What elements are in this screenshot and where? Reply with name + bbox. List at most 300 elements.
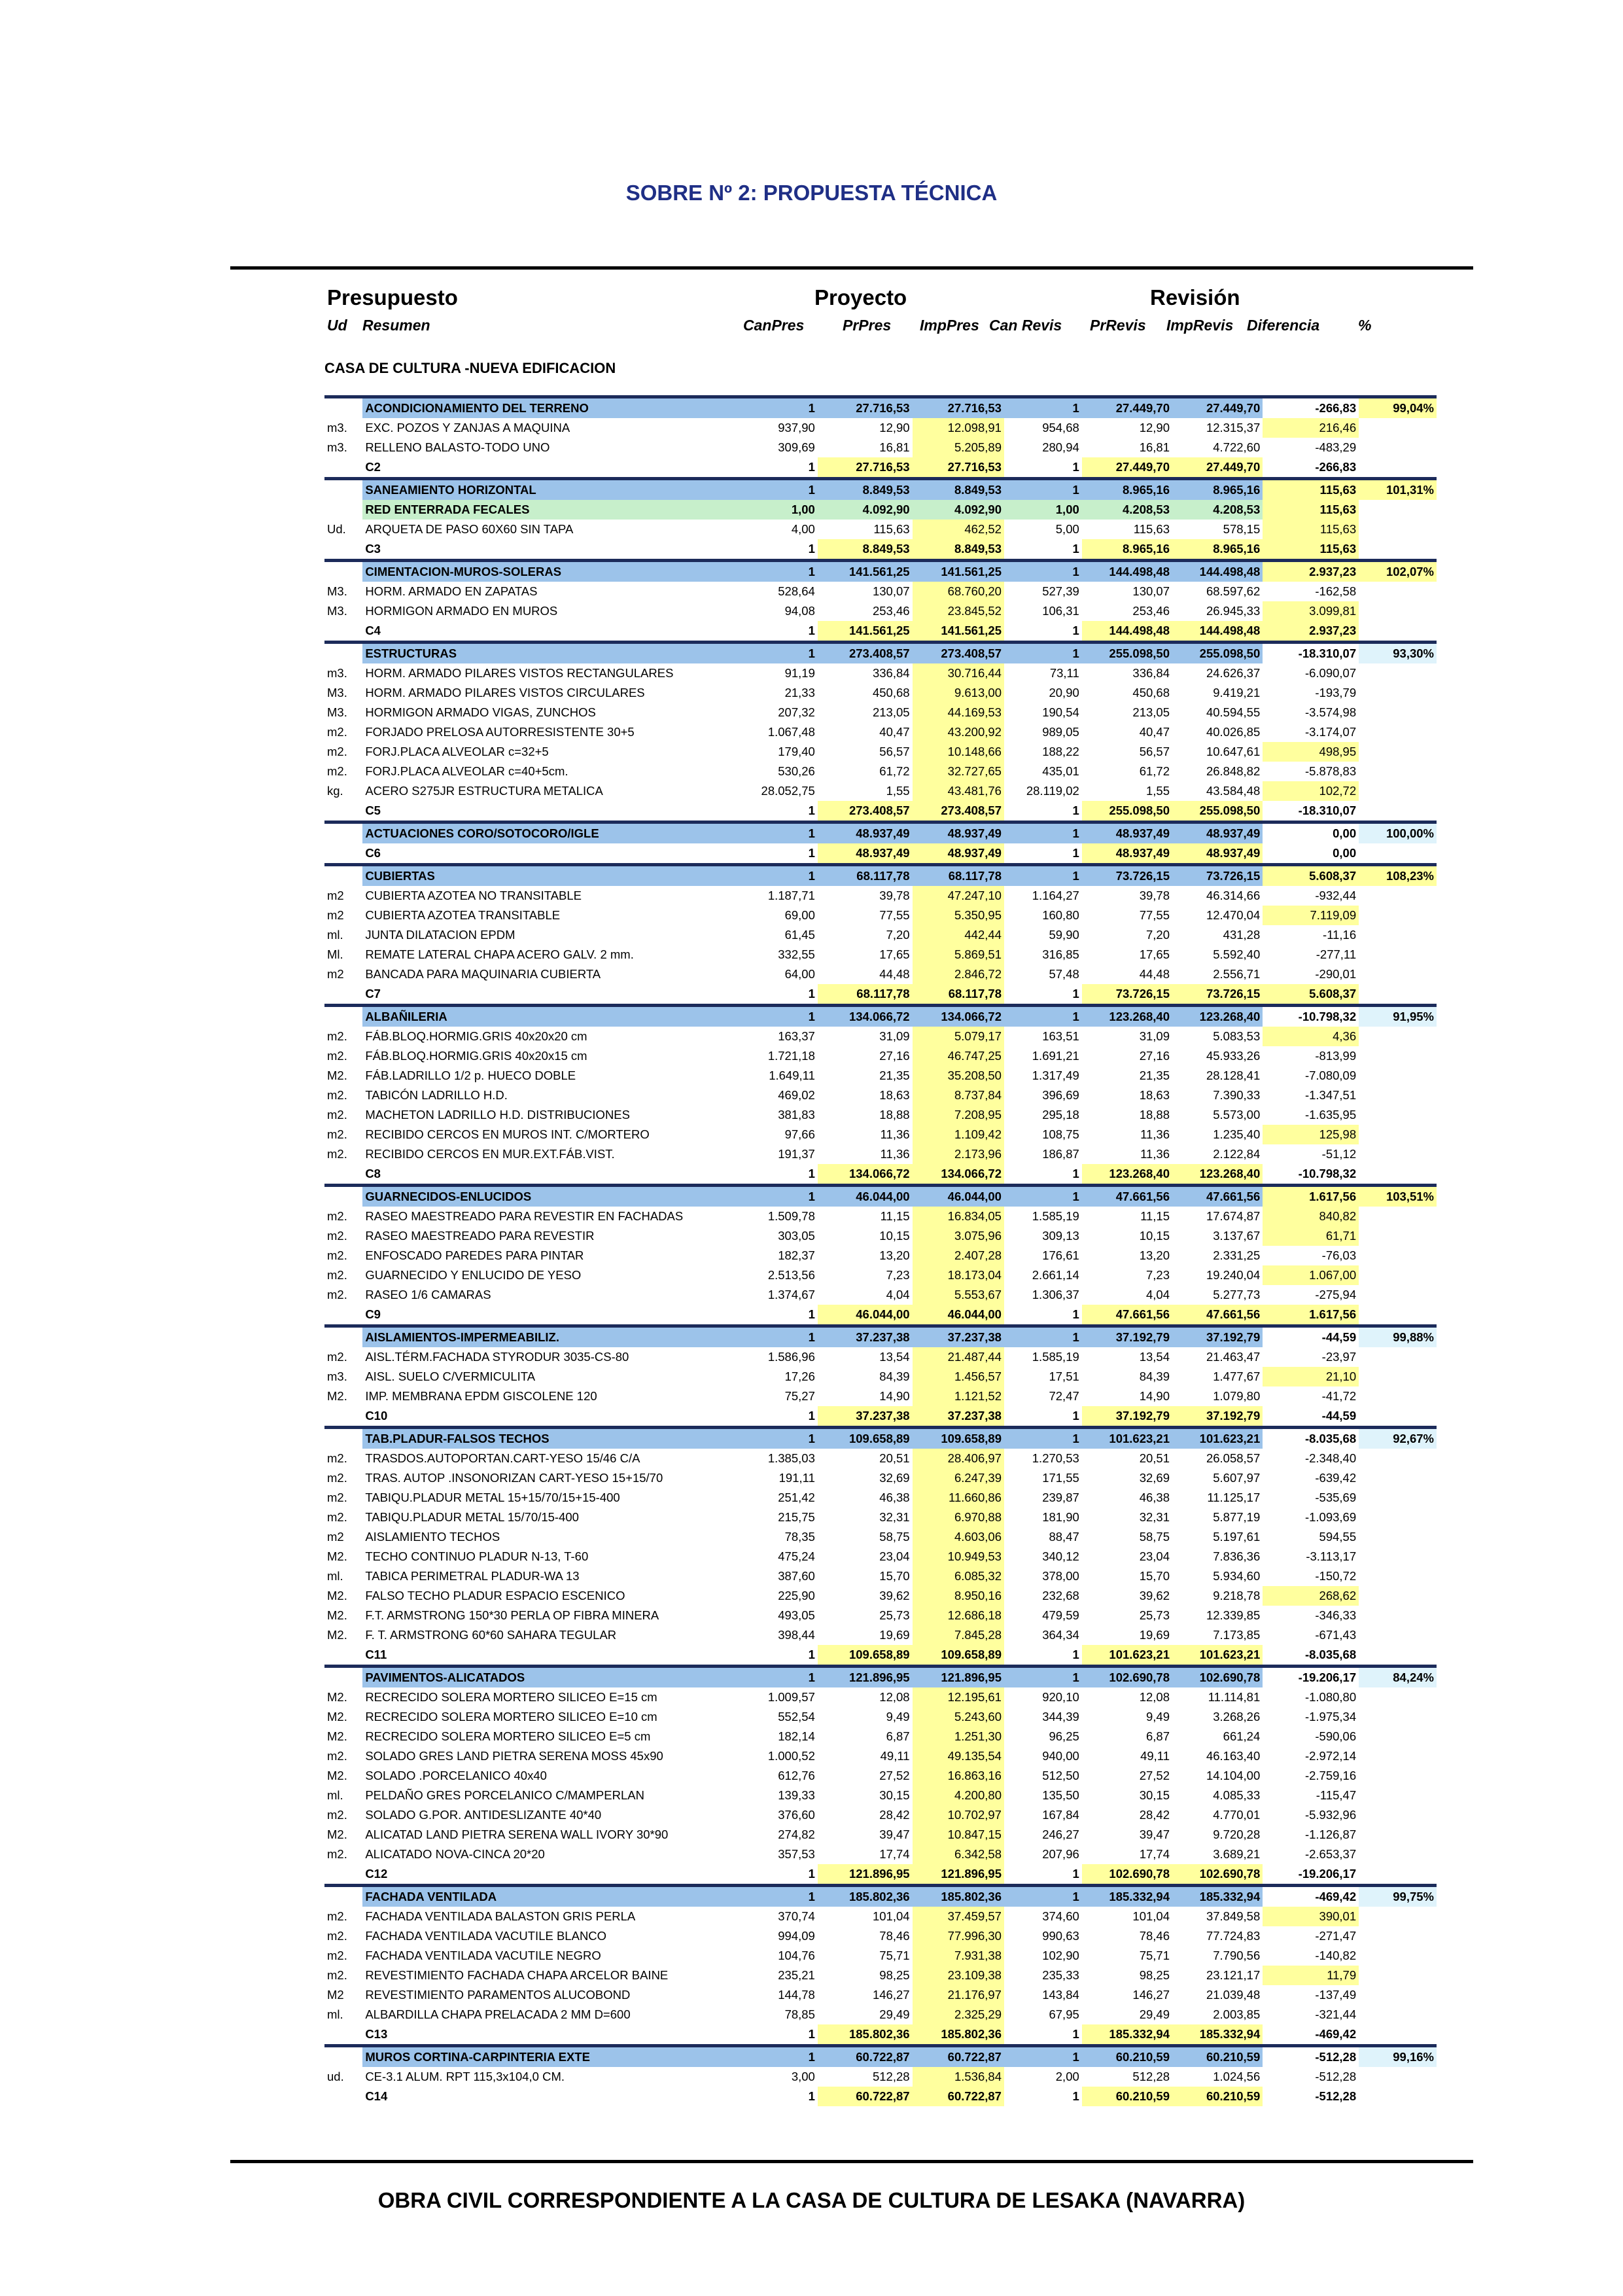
chapter-total-row — [324, 1864, 1437, 1886]
item-canrevis: 512,50 — [1042, 1769, 1079, 1782]
chapter-imprevis: 47.661,56 — [1172, 1186, 1263, 1207]
item-imppres: 6.085,32 — [913, 1566, 1004, 1586]
chapter-pct: 99,88% — [1359, 1326, 1437, 1348]
item-prpres: 46,38 — [879, 1491, 910, 1504]
item-canrevis: 72,47 — [1049, 1389, 1079, 1403]
item-name: ALICATADO NOVA-CINCA 20*20 — [365, 1847, 545, 1861]
item-imppres: 23.845,52 — [913, 601, 1004, 621]
item-canrevis: 378,00 — [1042, 1569, 1079, 1583]
total-prrevis: 48.937,49 — [1082, 843, 1172, 865]
chapter-canpres: 1 — [758, 1428, 818, 1449]
total-prrevis: 27.449,70 — [1082, 457, 1172, 479]
chapter-prpres: 27.716,53 — [818, 397, 913, 419]
item-pct — [1359, 762, 1437, 781]
item-imppres: 28.406,97 — [913, 1449, 1004, 1468]
total-code: C3 — [365, 542, 381, 556]
item-pct — [1359, 1125, 1437, 1144]
chapter-prrevis: 60.210,59 — [1082, 2046, 1172, 2068]
item-row — [324, 742, 1437, 762]
item-row — [324, 2005, 1437, 2024]
item-ud: M3. — [327, 686, 347, 699]
item-diferencia: -6.090,07 — [1304, 666, 1357, 680]
chapter-ud — [324, 865, 362, 887]
chapter-total-row — [324, 539, 1437, 561]
item-canrevis: 167,84 — [1042, 1808, 1079, 1822]
item-prpres: 13,54 — [879, 1350, 910, 1364]
chapter-name: FACHADA VENTILADA — [362, 1886, 758, 1907]
item-imprevis: 5.592,40 — [1213, 947, 1261, 961]
item-prrevis: 336,84 — [1132, 666, 1170, 680]
item-canrevis: 73,11 — [1049, 666, 1079, 680]
chapter-diferencia: -10.798,32 — [1263, 1006, 1359, 1027]
total-pct — [1359, 539, 1437, 561]
item-name: AISLAMIENTO TECHOS — [365, 1530, 500, 1544]
chapter-prrevis: 73.726,15 — [1082, 865, 1172, 887]
item-prrevis: 29,49 — [1139, 2007, 1170, 2021]
item-canrevis: 67,95 — [1049, 2007, 1079, 2021]
total-canrevis: 1 — [1072, 624, 1079, 637]
chapter-prpres: 37.237,38 — [818, 1326, 913, 1348]
item-imppres: 7.845,28 — [913, 1625, 1004, 1645]
chapter-pct: 103,51% — [1359, 1186, 1437, 1207]
item-imppres: 32.727,65 — [913, 762, 1004, 781]
item-canpres: 2.513,56 — [767, 1268, 815, 1282]
item-prrevis: 17,65 — [1139, 947, 1170, 961]
item-prrevis: 13,54 — [1139, 1350, 1170, 1364]
total-ud — [324, 1864, 362, 1886]
item-pct — [1359, 781, 1437, 801]
item-canrevis: 280,94 — [1042, 440, 1079, 454]
item-canrevis: 1.585,19 — [1032, 1209, 1079, 1223]
item-ud: m2 — [327, 967, 344, 981]
item-name: SOLADO G.POR. ANTIDESLIZANTE 40*40 — [365, 1808, 602, 1822]
chapter-canrevis: 1 — [1004, 1667, 1082, 1688]
total-imppres: 68.117,78 — [913, 984, 1004, 1006]
item-row — [324, 1207, 1437, 1226]
item-diferencia: -2.653,37 — [1304, 1847, 1357, 1861]
chapter-canrevis: 1 — [1004, 643, 1082, 664]
chapter-imppres: 48.937,49 — [913, 822, 1004, 844]
item-ud: M2. — [327, 1589, 347, 1602]
item-row — [324, 1687, 1437, 1707]
item-canpres: 179,40 — [778, 745, 815, 758]
total-pct — [1359, 1164, 1437, 1186]
item-canrevis: 181,90 — [1042, 1510, 1079, 1524]
item-diferencia: -671,43 — [1315, 1628, 1357, 1642]
item-ud: m2. — [327, 1049, 347, 1063]
item-canpres: 78,35 — [784, 1530, 815, 1544]
item-diferencia: -1.635,95 — [1304, 1108, 1357, 1122]
item-ud: ud. — [327, 2070, 344, 2083]
item-imprevis: 23.121,17 — [1206, 1968, 1261, 1982]
item-imppres: 5.869,51 — [913, 945, 1004, 964]
total-code: C9 — [365, 1307, 381, 1321]
total-canrevis: 1 — [1072, 1167, 1079, 1180]
item-canpres: 94,08 — [784, 604, 815, 618]
total-canpres: 1 — [808, 987, 815, 1000]
item-prrevis: 130,07 — [1132, 584, 1170, 598]
item-prpres: 78,46 — [879, 1929, 910, 1943]
item-imprevis: 578,15 — [1223, 522, 1261, 536]
item-name: REVESTIMIENTO PARAMENTOS ALUCOBOND — [365, 1988, 631, 2002]
col-pct: % — [1358, 317, 1372, 334]
item-imppres: 462,52 — [913, 520, 1004, 539]
item-imprevis: 5.877,19 — [1213, 1510, 1261, 1524]
item-ud: m2. — [327, 1749, 347, 1763]
item-diferencia: -590,06 — [1315, 1729, 1357, 1743]
item-prpres: 98,25 — [879, 1968, 910, 1982]
item-pct — [1359, 1946, 1437, 1966]
item-name: TABICÓN LADRILLO H.D. — [365, 1088, 508, 1102]
item-canpres: 69,00 — [784, 908, 815, 922]
total-imprevis: 8.965,16 — [1172, 539, 1263, 561]
item-pct — [1359, 1566, 1437, 1586]
item-diferencia: -290,01 — [1315, 967, 1357, 981]
item-imppres: 46.747,25 — [913, 1046, 1004, 1066]
item-canpres: 398,44 — [778, 1628, 815, 1642]
item-imppres: 12.098,91 — [913, 418, 1004, 438]
col-imprevis: ImpRevis — [1166, 317, 1234, 334]
item-prrevis: 11,36 — [1140, 1147, 1170, 1161]
item-ud: ml. — [327, 1788, 343, 1802]
item-imppres: 1.536,84 — [913, 2067, 1004, 2087]
item-prpres: 15,70 — [879, 1569, 910, 1583]
item-canpres: 139,33 — [778, 1788, 815, 1802]
header-groups — [324, 285, 1437, 314]
item-ud: kg. — [327, 784, 343, 798]
item-prpres: 31,09 — [879, 1029, 910, 1043]
item-canpres: 528,64 — [778, 584, 815, 598]
total-canpres: 1 — [808, 624, 815, 637]
item-prrevis: 58,75 — [1139, 1530, 1170, 1544]
item-pct — [1359, 964, 1437, 984]
chapter-imprevis: 8.965,16 — [1172, 479, 1263, 501]
item-imppres: 21.176,97 — [913, 1985, 1004, 2005]
item-row — [324, 703, 1437, 722]
total-imprevis: 37.192,79 — [1172, 1406, 1263, 1428]
item-canpres: 104,76 — [778, 1949, 815, 1962]
item-canpres: 91,19 — [784, 666, 815, 680]
item-ud: M2. — [327, 1069, 347, 1082]
item-ud: M2. — [327, 1769, 347, 1782]
item-canpres: 357,53 — [778, 1847, 815, 1861]
item-canpres: 1.509,78 — [767, 1209, 815, 1223]
item-diferencia: 115,63 — [1263, 520, 1359, 539]
chapter-canrevis: 1 — [1004, 397, 1082, 419]
total-imppres: 46.044,00 — [913, 1305, 1004, 1326]
item-imppres: 21.487,44 — [913, 1347, 1004, 1367]
chapter-ud — [324, 1186, 362, 1207]
chapter-imprevis: 102.690,78 — [1172, 1667, 1263, 1688]
item-imprevis: 661,24 — [1223, 1729, 1261, 1743]
total-imprevis: 102.690,78 — [1172, 1864, 1263, 1886]
item-name: PELDAÑO GRES PORCELANICO C/MAMPERLAN — [365, 1788, 644, 1802]
item-pct — [1359, 1606, 1437, 1625]
subchapter-imppres: 4.092,90 — [913, 500, 1004, 520]
item-name: RECIBIDO CERCOS EN MUR.EXT.FÁB.VIST. — [365, 1147, 615, 1161]
item-prrevis: 84,39 — [1139, 1369, 1170, 1383]
header-columns — [324, 314, 1437, 340]
total-prpres: 121.896,95 — [818, 1864, 913, 1886]
item-pct — [1359, 1527, 1437, 1547]
chapter-prrevis: 27.449,70 — [1082, 397, 1172, 419]
item-canpres: 552,54 — [778, 1710, 815, 1723]
item-imppres: 11.660,86 — [913, 1488, 1004, 1508]
item-name: RASEO MAESTREADO PARA REVESTIR — [365, 1229, 595, 1243]
item-diferencia: -137,49 — [1315, 1988, 1357, 2002]
col-imppres: ImpPres — [920, 317, 979, 334]
item-canrevis: 160,80 — [1042, 908, 1079, 922]
total-ud — [324, 801, 362, 822]
item-imprevis: 40.594,55 — [1206, 705, 1261, 719]
chapter-pct: 101,31% — [1359, 479, 1437, 501]
item-canpres: 1.586,96 — [767, 1350, 815, 1364]
chapter-canrevis: 1 — [1004, 1428, 1082, 1449]
item-imprevis: 5.277,73 — [1213, 1288, 1261, 1301]
item-diferencia: -41,72 — [1321, 1389, 1357, 1403]
item-prrevis: 6,87 — [1146, 1729, 1170, 1743]
item-row — [324, 1265, 1437, 1285]
item-canpres: 274,82 — [778, 1828, 815, 1841]
item-diferencia: -3.574,98 — [1304, 705, 1357, 719]
item-prpres: 25,73 — [879, 1608, 910, 1622]
item-diferencia: 102,72 — [1263, 781, 1359, 801]
chapter-prrevis: 8.965,16 — [1082, 479, 1172, 501]
item-imppres: 43.200,92 — [913, 722, 1004, 742]
item-name: BANCADA PARA MAQUINARIA CUBIERTA — [365, 967, 601, 981]
item-imppres: 8.950,16 — [913, 1586, 1004, 1606]
item-row — [324, 1468, 1437, 1488]
item-row — [324, 1144, 1437, 1164]
item-row — [324, 1347, 1437, 1367]
chapter-prrevis: 255.098,50 — [1082, 643, 1172, 664]
total-prpres: 109.658,89 — [818, 1645, 913, 1667]
total-prpres: 185.802,36 — [818, 2024, 913, 2046]
chapter-name: PAVIMENTOS-ALICATADOS — [362, 1667, 758, 1688]
item-imppres: 442,44 — [913, 925, 1004, 945]
item-imppres: 16.834,05 — [913, 1207, 1004, 1226]
item-ud: m2. — [327, 1510, 347, 1524]
item-diferencia: -1.975,34 — [1304, 1710, 1357, 1723]
item-name: CE-3.1 ALUM. RPT 115,3x104,0 CM. — [365, 2070, 565, 2083]
item-ud: M2. — [327, 1628, 347, 1642]
chapter-canpres: 1 — [758, 1886, 818, 1907]
subchapter-pct — [1359, 500, 1437, 520]
total-canrevis: 1 — [1072, 1648, 1079, 1661]
item-prrevis: 25,73 — [1139, 1608, 1170, 1622]
item-imprevis: 1.477,67 — [1213, 1369, 1261, 1383]
item-imprevis: 11.125,17 — [1207, 1491, 1261, 1504]
chapter-imppres: 273.408,57 — [913, 643, 1004, 664]
item-prpres: 49,11 — [880, 1749, 910, 1763]
item-imprevis: 5.607,97 — [1213, 1471, 1261, 1485]
item-imprevis: 5.573,00 — [1213, 1108, 1261, 1122]
total-diferencia: 2.937,23 — [1263, 621, 1359, 643]
item-name: ENFOSCADO PAREDES PARA PINTAR — [365, 1248, 584, 1262]
item-prpres: 12,90 — [879, 421, 910, 434]
item-prpres: 21,35 — [879, 1069, 910, 1082]
item-imprevis: 12.315,37 — [1206, 421, 1261, 434]
chapter-pct: 92,67% — [1359, 1428, 1437, 1449]
item-canrevis: 989,05 — [1042, 725, 1079, 739]
item-canpres: 370,74 — [778, 1909, 815, 1923]
total-pct — [1359, 984, 1437, 1006]
item-canrevis: 176,61 — [1042, 1248, 1079, 1262]
item-prpres: 20,51 — [879, 1451, 910, 1465]
item-canrevis: 207,96 — [1042, 1847, 1079, 1861]
bottom-rule — [230, 2160, 1473, 2163]
item-ud: m2. — [327, 1127, 347, 1141]
subchapter-ud — [324, 500, 362, 520]
item-imppres: 3.075,96 — [913, 1226, 1004, 1246]
item-canpres: 1.374,67 — [767, 1288, 815, 1301]
item-pct — [1359, 1766, 1437, 1786]
chapter-pct: 99,04% — [1359, 397, 1437, 419]
item-canpres: 163,37 — [778, 1029, 815, 1043]
item-pct — [1359, 1027, 1437, 1046]
item-prrevis: 13,20 — [1139, 1248, 1170, 1262]
total-pct — [1359, 621, 1437, 643]
item-imprevis: 2.003,85 — [1213, 2007, 1261, 2021]
item-ud: M3. — [327, 584, 347, 598]
item-row — [324, 1805, 1437, 1825]
chapter-prpres: 48.937,49 — [818, 822, 913, 844]
item-imprevis: 431,28 — [1223, 928, 1261, 942]
item-diferencia: -150,72 — [1315, 1569, 1357, 1583]
chapter-total-row — [324, 1645, 1437, 1667]
item-canpres: 309,69 — [778, 440, 815, 454]
chapter-row — [324, 643, 1437, 664]
total-pct — [1359, 801, 1437, 822]
chapter-name: ESTRUCTURAS — [362, 643, 758, 664]
chapter-diferencia: -18.310,07 — [1263, 643, 1359, 664]
total-canrevis: 1 — [1072, 542, 1079, 556]
chapter-imprevis: 123.268,40 — [1172, 1006, 1263, 1027]
item-canrevis: 920,10 — [1042, 1690, 1079, 1704]
chapter-total-row — [324, 2087, 1437, 2106]
item-imppres: 5.079,17 — [913, 1027, 1004, 1046]
chapter-pct: 100,00% — [1359, 822, 1437, 844]
chapter-canpres: 1 — [758, 1667, 818, 1688]
item-diferencia: -1.080,80 — [1304, 1690, 1357, 1704]
item-canrevis: 17,51 — [1049, 1369, 1079, 1383]
total-prpres: 27.716,53 — [818, 457, 913, 479]
item-canpres: 530,26 — [778, 764, 815, 778]
total-imppres: 37.237,38 — [913, 1406, 1004, 1428]
item-imprevis: 4.770,01 — [1213, 1808, 1261, 1822]
item-imppres: 5.243,60 — [913, 1707, 1004, 1727]
total-pct — [1359, 2087, 1437, 2106]
item-prrevis: 39,78 — [1139, 889, 1170, 902]
item-prpres: 17,74 — [879, 1847, 910, 1861]
item-row — [324, 1508, 1437, 1527]
chapter-prrevis: 37.192,79 — [1082, 1326, 1172, 1348]
chapter-ud — [324, 822, 362, 844]
chapter-diferencia: 115,63 — [1263, 479, 1359, 501]
item-row — [324, 683, 1437, 703]
chapter-canrevis: 1 — [1004, 2046, 1082, 2068]
item-prrevis: 21,35 — [1139, 1069, 1170, 1082]
item-canpres: 3,00 — [791, 2070, 815, 2083]
chapter-canpres: 1 — [758, 1006, 818, 1027]
item-diferencia: -140,82 — [1315, 1949, 1357, 1962]
item-name: FORJ.PLACA ALVEOLAR c=40+5cm. — [365, 764, 568, 778]
item-prrevis: 39,47 — [1139, 1828, 1170, 1841]
item-diferencia: -1.126,87 — [1304, 1828, 1357, 1841]
item-row — [324, 601, 1437, 621]
item-ud: M2. — [327, 1608, 347, 1622]
item-ud: m2. — [327, 1147, 347, 1161]
item-diferencia: -2.759,16 — [1304, 1769, 1357, 1782]
col-prrevis: PrRevis — [1090, 317, 1146, 334]
item-row — [324, 781, 1437, 801]
item-diferencia: -639,42 — [1315, 1471, 1357, 1485]
item-pct — [1359, 1226, 1437, 1246]
item-pct — [1359, 2067, 1437, 2087]
chapter-total-row — [324, 801, 1437, 822]
item-imppres: 1.456,57 — [913, 1367, 1004, 1386]
total-imprevis: 60.210,59 — [1172, 2087, 1263, 2106]
item-prpres: 28,42 — [879, 1808, 910, 1822]
item-pct — [1359, 1105, 1437, 1125]
chapter-canrevis: 1 — [1004, 561, 1082, 582]
item-ud: m2. — [327, 1268, 347, 1282]
item-imppres: 6.342,58 — [913, 1845, 1004, 1864]
total-canpres: 1 — [808, 1307, 815, 1321]
item-canpres: 1.385,03 — [767, 1451, 815, 1465]
item-diferencia: -51,12 — [1321, 1147, 1357, 1161]
item-prrevis: 20,51 — [1139, 1451, 1170, 1465]
item-imppres: 2.407,28 — [913, 1246, 1004, 1265]
chapter-prrevis: 47.661,56 — [1082, 1186, 1172, 1207]
item-canrevis: 527,39 — [1042, 584, 1079, 598]
item-canpres: 1.000,52 — [767, 1749, 815, 1763]
item-canpres: 28.052,75 — [761, 784, 815, 798]
total-ud — [324, 1645, 362, 1667]
item-imprevis: 24.626,37 — [1206, 666, 1261, 680]
item-prpres: 115,63 — [873, 522, 910, 536]
item-canpres: 1.187,71 — [767, 889, 815, 902]
total-code: C2 — [365, 460, 381, 474]
item-canpres: 17,26 — [784, 1369, 815, 1383]
chapter-canpres: 1 — [758, 822, 818, 844]
item-name: FÁB.LADRILLO 1/2 p. HUECO DOBLE — [365, 1069, 576, 1082]
project-name: CASA DE CULTURA -NUEVA EDIFICACION — [324, 360, 616, 376]
item-row — [324, 582, 1437, 601]
item-imprevis: 17.674,87 — [1206, 1209, 1261, 1223]
chapter-total-row — [324, 621, 1437, 643]
item-prpres: 4,04 — [886, 1288, 910, 1301]
chapter-imprevis: 48.937,49 — [1172, 822, 1263, 844]
item-imppres: 7.208,95 — [913, 1105, 1004, 1125]
item-prpres: 130,07 — [872, 584, 910, 598]
item-row — [324, 1966, 1437, 1985]
chapter-row — [324, 1886, 1437, 1907]
chapter-pct: 84,24% — [1359, 1667, 1437, 1688]
total-imppres: 60.722,87 — [913, 2087, 1004, 2106]
item-prpres: 44,48 — [879, 967, 910, 981]
total-canrevis: 1 — [1072, 987, 1079, 1000]
item-imppres: 7.931,38 — [913, 1946, 1004, 1966]
item-name: SOLADO GRES LAND PIETRA SERENA MOSS 45x90 — [365, 1749, 663, 1763]
item-pct — [1359, 1825, 1437, 1845]
item-pct — [1359, 925, 1437, 945]
total-ud — [324, 2024, 362, 2046]
item-pct — [1359, 1468, 1437, 1488]
item-prrevis: 46,38 — [1139, 1491, 1170, 1504]
item-canrevis: 1.317,49 — [1032, 1069, 1079, 1082]
item-diferencia: -512,28 — [1315, 2070, 1357, 2083]
